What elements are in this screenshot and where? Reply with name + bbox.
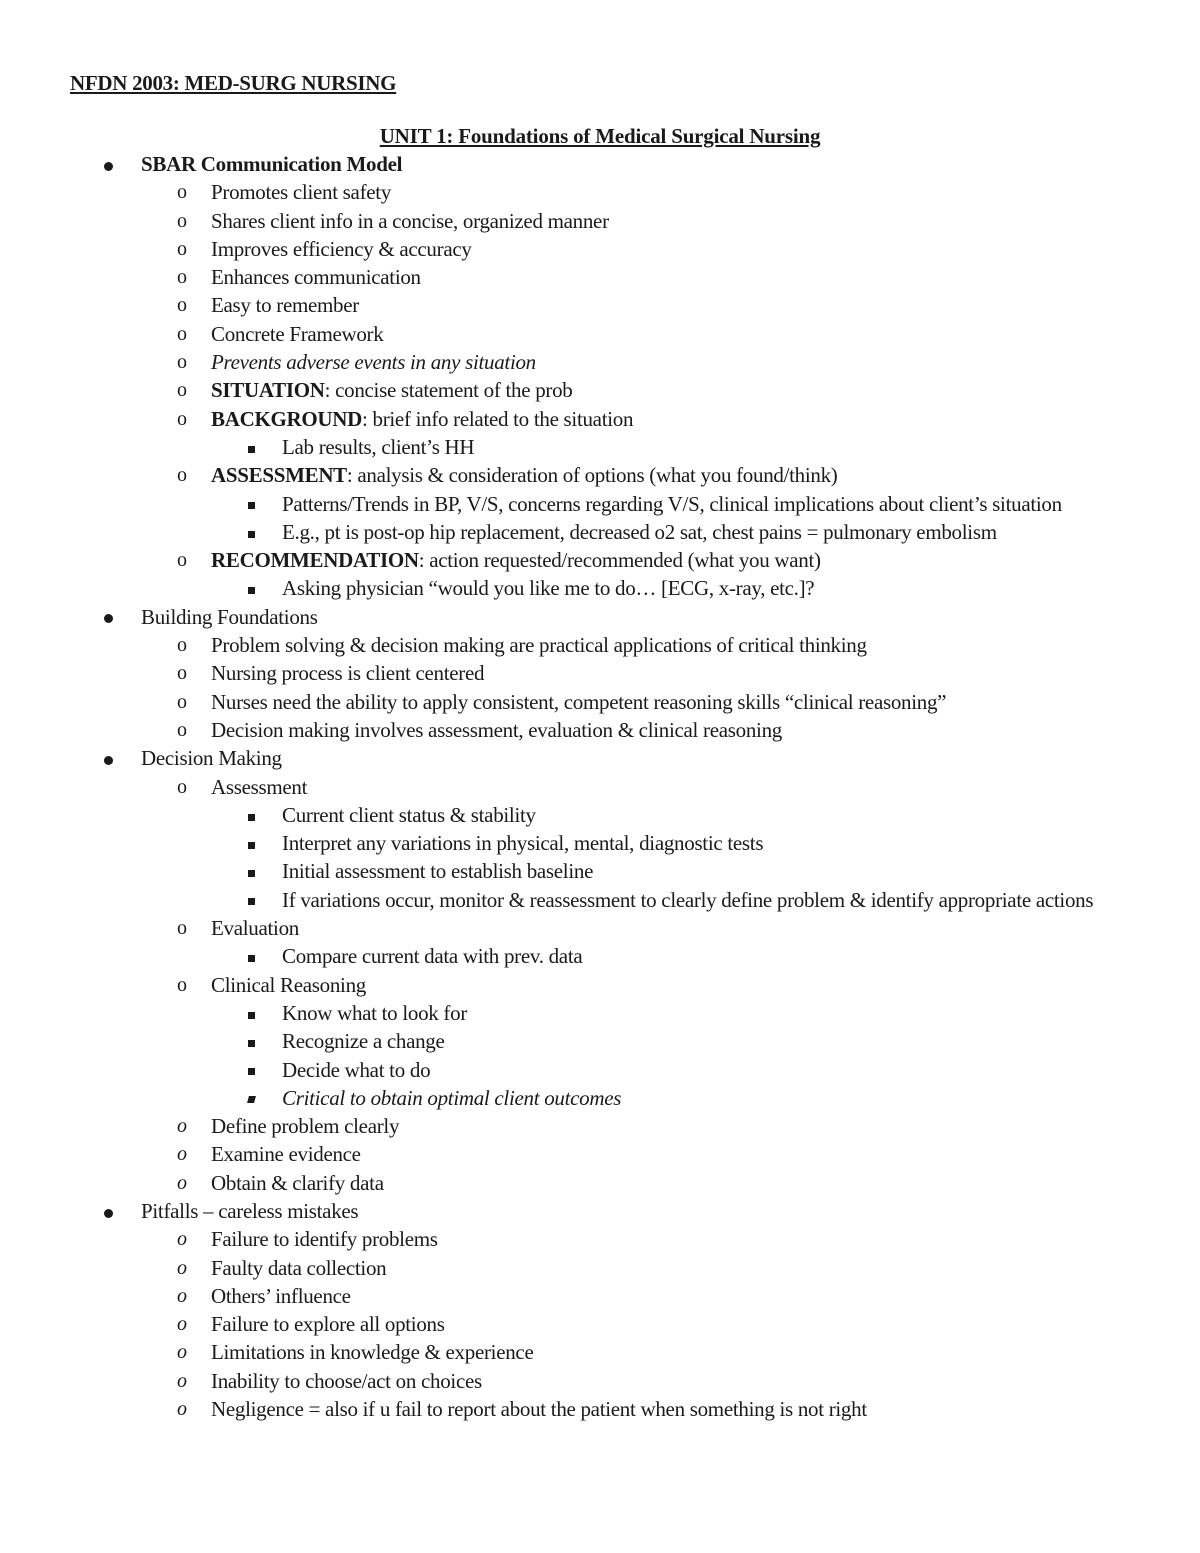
list-item bbox=[0, 1367, 1200, 1395]
list-item-text: Current client status & stability bbox=[282, 802, 536, 827]
bullet-icon bbox=[104, 150, 113, 178]
list-item-text: Enhances communication bbox=[211, 265, 421, 290]
square-bullet-icon bbox=[248, 801, 255, 829]
list-item-text: If variations occur, monitor & reassessment to clearly define problem & identify appropriate actions bbox=[282, 887, 1094, 912]
list-item-text: Prevents adverse events in any situation bbox=[211, 350, 536, 375]
circle-bullet-icon: o bbox=[177, 1369, 187, 1392]
bullet-icon bbox=[104, 1197, 113, 1225]
list-item-text: Negligence = also if u fail to report about the patient when something is not right bbox=[211, 1397, 867, 1422]
list-item-text: Nursing process is client centered bbox=[211, 661, 485, 686]
list-item-text: Assessment bbox=[211, 774, 308, 799]
circle-bullet-icon: o bbox=[177, 1228, 187, 1251]
list-item bbox=[0, 773, 1200, 801]
list-item-text: Know what to look for bbox=[282, 1000, 468, 1025]
list-item-text: Building Foundations bbox=[141, 604, 318, 629]
list-item bbox=[0, 631, 1200, 659]
list-item-text: Failure to explore all options bbox=[211, 1312, 445, 1337]
circle-bullet-icon: o bbox=[177, 379, 187, 402]
list-item-text: : concise statement of the prob bbox=[324, 378, 573, 403]
list-item bbox=[0, 433, 1200, 461]
circle-bullet-icon: o bbox=[177, 549, 187, 572]
list-item-text: : action requested/recommended (what you want) bbox=[418, 548, 821, 573]
sbar-term: BACKGROUND bbox=[211, 406, 363, 431]
list-item-text: Easy to remember bbox=[211, 293, 359, 318]
list-item bbox=[0, 801, 1200, 829]
list-item bbox=[0, 490, 1200, 518]
circle-bullet-icon: o bbox=[177, 1256, 187, 1279]
square-bullet-icon bbox=[248, 518, 255, 546]
list-item bbox=[0, 1225, 1200, 1253]
circle-bullet-icon: o bbox=[177, 351, 187, 374]
list-item-text: Others’ influence bbox=[211, 1283, 351, 1308]
list-item-text: Shares client info in a concise, organized manner bbox=[211, 208, 609, 233]
square-bullet-icon bbox=[248, 1084, 255, 1112]
list-item bbox=[0, 886, 1200, 914]
list-item bbox=[0, 1084, 1200, 1112]
circle-bullet-icon: o bbox=[177, 294, 187, 317]
list-item-text: Decide what to do bbox=[282, 1057, 431, 1082]
list-item bbox=[0, 405, 1200, 433]
list-item-text: Define problem clearly bbox=[211, 1114, 400, 1139]
circle-bullet-icon: o bbox=[177, 1341, 187, 1364]
list-item-text: Problem solving & decision making are practical applications of critical thinking bbox=[211, 633, 867, 658]
square-bullet-icon bbox=[248, 999, 255, 1027]
list-item bbox=[0, 1395, 1200, 1423]
list-item-text: Initial assessment to establish baseline bbox=[282, 859, 594, 884]
list-item bbox=[0, 716, 1200, 744]
list-item-text: Asking physician “would you like me to do… [ECG, x-ray, etc.]? bbox=[282, 576, 815, 601]
list-item bbox=[0, 1254, 1200, 1282]
list-item-text: E.g., pt is post-op hip replacement, decreased o2 sat, chest pains = pulmonary embolism bbox=[282, 519, 997, 544]
square-bullet-icon bbox=[248, 1056, 255, 1084]
list-item-text: Concrete Framework bbox=[211, 321, 384, 346]
list-item-text: Limitations in knowledge & experience bbox=[211, 1340, 534, 1365]
list-item bbox=[0, 546, 1200, 574]
list-item-text: Pitfalls – careless mistakes bbox=[141, 1198, 359, 1223]
circle-bullet-icon: o bbox=[177, 690, 187, 713]
circle-bullet-icon: o bbox=[177, 237, 187, 260]
list-item-text: Improves efficiency & accuracy bbox=[211, 236, 472, 261]
list-item bbox=[0, 744, 1200, 772]
circle-bullet-icon: o bbox=[177, 718, 187, 741]
list-item bbox=[0, 659, 1200, 687]
list-item-text: SBAR Communication Model bbox=[141, 152, 403, 176]
list-item bbox=[0, 348, 1200, 376]
list-item bbox=[0, 1140, 1200, 1168]
list-item bbox=[0, 1282, 1200, 1310]
circle-bullet-icon: o bbox=[177, 1143, 187, 1166]
list-item bbox=[0, 207, 1200, 235]
list-item bbox=[0, 829, 1200, 857]
circle-bullet-icon: o bbox=[177, 407, 187, 430]
circle-bullet-icon: o bbox=[177, 973, 187, 996]
circle-bullet-icon: o bbox=[177, 181, 187, 204]
circle-bullet-icon: o bbox=[177, 209, 187, 232]
circle-bullet-icon: o bbox=[177, 662, 187, 685]
circle-bullet-icon: o bbox=[177, 1171, 187, 1194]
list-item-text: Promotes client safety bbox=[211, 180, 392, 205]
list-item-text: Examine evidence bbox=[211, 1142, 361, 1167]
list-item bbox=[0, 999, 1200, 1027]
square-bullet-icon bbox=[248, 857, 255, 885]
list-item bbox=[0, 688, 1200, 716]
circle-bullet-icon: o bbox=[177, 1398, 187, 1421]
list-item-text: : analysis & consideration of options (what you found/think) bbox=[346, 463, 838, 488]
circle-bullet-icon: o bbox=[177, 1115, 187, 1138]
list-item-text: Clinical Reasoning bbox=[211, 972, 366, 997]
list-item bbox=[0, 518, 1200, 546]
list-item bbox=[0, 971, 1200, 999]
square-bullet-icon bbox=[248, 829, 255, 857]
circle-bullet-icon: o bbox=[177, 1284, 187, 1307]
list-item-text: Faulty data collection bbox=[211, 1255, 387, 1280]
list-item bbox=[0, 1197, 1200, 1225]
list-item bbox=[0, 178, 1200, 206]
square-bullet-icon bbox=[248, 490, 255, 518]
course-title: NFDN 2003: MED-SURG NURSING bbox=[70, 71, 397, 95]
sbar-term: RECOMMENDATION bbox=[211, 548, 419, 573]
list-item-text: Patterns/Trends in BP, V/S, concerns regarding V/S, clinical implications about client’s situation bbox=[282, 491, 1062, 516]
circle-bullet-icon: o bbox=[177, 266, 187, 289]
list-item-text: : brief info related to the situation bbox=[362, 406, 634, 431]
circle-bullet-icon: o bbox=[177, 775, 187, 798]
list-item bbox=[0, 1056, 1200, 1084]
sbar-term: ASSESSMENT bbox=[211, 463, 347, 488]
square-bullet-icon bbox=[248, 886, 255, 914]
circle-bullet-icon: o bbox=[177, 322, 187, 345]
list-item bbox=[0, 263, 1200, 291]
list-item-text: Failure to identify problems bbox=[211, 1227, 438, 1252]
square-bullet-icon bbox=[248, 942, 255, 970]
list-item-text: Obtain & clarify data bbox=[211, 1170, 384, 1195]
circle-bullet-icon: o bbox=[177, 464, 187, 487]
square-bullet-icon bbox=[248, 574, 255, 602]
bullet-icon bbox=[104, 603, 113, 631]
list-item bbox=[0, 1169, 1200, 1197]
list-item bbox=[0, 291, 1200, 319]
list-item bbox=[0, 1027, 1200, 1055]
list-item bbox=[0, 914, 1200, 942]
list-item bbox=[0, 376, 1200, 404]
sbar-term: SITUATION bbox=[211, 378, 325, 403]
bullet-icon bbox=[104, 744, 113, 772]
list-item-text: Evaluation bbox=[211, 916, 299, 941]
circle-bullet-icon: o bbox=[177, 917, 187, 940]
list-item-text: Decision Making bbox=[141, 746, 282, 771]
circle-bullet-icon: o bbox=[177, 1313, 187, 1336]
list-item-text: Lab results, client’s HH bbox=[282, 434, 475, 459]
list-item bbox=[0, 320, 1200, 348]
list-item-text: Interpret any variations in physical, mental, diagnostic tests bbox=[282, 831, 764, 856]
circle-bullet-icon: o bbox=[177, 634, 187, 657]
list-item bbox=[0, 1310, 1200, 1338]
list-item bbox=[0, 574, 1200, 602]
list-item bbox=[0, 942, 1200, 970]
unit-heading: UNIT 1: Foundations of Medical Surgical Nursing bbox=[379, 124, 821, 148]
list-item bbox=[0, 1112, 1200, 1140]
list-item-text: Inability to choose/act on choices bbox=[211, 1368, 482, 1393]
list-item-text: Nurses need the ability to apply consistent, competent reasoning skills “clinical reasoning” bbox=[211, 689, 947, 714]
list-item-text: Critical to obtain optimal client outcomes bbox=[282, 1085, 622, 1110]
list-item bbox=[0, 603, 1200, 631]
list-item bbox=[0, 461, 1200, 489]
list-item bbox=[0, 235, 1200, 263]
list-item-text: Decision making involves assessment, evaluation & clinical reasoning bbox=[211, 717, 782, 742]
list-item bbox=[0, 150, 1200, 178]
notes-outline bbox=[0, 150, 1200, 1423]
list-item-text: Recognize a change bbox=[282, 1029, 445, 1054]
square-bullet-icon bbox=[248, 1027, 255, 1055]
list-item-text: Compare current data with prev. data bbox=[282, 944, 583, 969]
list-item bbox=[0, 857, 1200, 885]
square-bullet-icon bbox=[248, 433, 255, 461]
list-item bbox=[0, 1338, 1200, 1366]
